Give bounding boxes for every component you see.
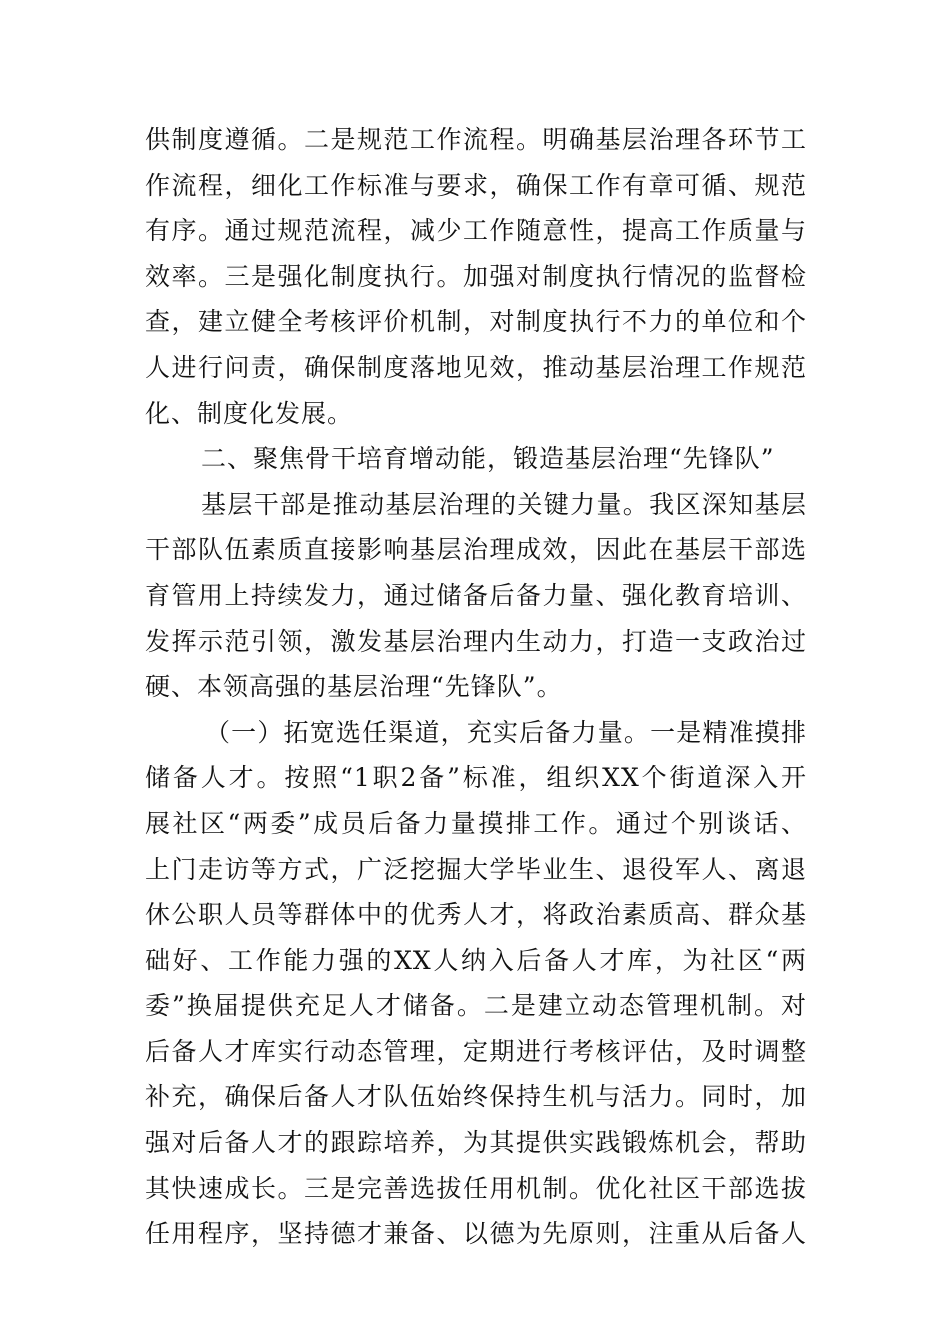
text-line: 其快速成长。三是完善选拔任用机制。优化社区干部选拔	[145, 1173, 807, 1203]
text-line: 础好、工作能力强的XX人纳入后备人才库，为社区“两	[145, 945, 807, 975]
text-line: 作流程，细化工作标准与要求，确保工作有章可循、规范	[145, 170, 807, 200]
text-line: 强对后备人才的跟踪培养，为其提供实践锻炼机会，帮助	[145, 1128, 807, 1158]
text-line: 硬、本领高强的基层治理“先锋队”。	[145, 672, 563, 702]
text-line: 效率。三是强化制度执行。加强对制度执行情况的监督检	[145, 261, 807, 291]
text-line: 有序。通过规范流程，减少工作随意性，提高工作质量与	[145, 216, 807, 246]
text-line: 委”换届提供充足人才储备。二是建立动态管理机制。对	[145, 991, 807, 1021]
subsection-line: （一）拓宽选任渠道，充实后备力量。一是精准摸排	[205, 717, 807, 747]
text-line: 任用程序，坚持德才兼备、以德为先原则，注重从后备人	[145, 1219, 807, 1249]
text-line: 展社区“两委”成员后备力量摸排工作。通过个别谈话、	[145, 808, 807, 838]
text-line: 基层干部是推动基层治理的关键力量。我区深知基层	[201, 489, 807, 519]
text-line: 补充，确保后备人才队伍始终保持生机与活力。同时，加	[145, 1082, 807, 1112]
text-line: 查，建立健全考核评价机制，对制度执行不力的单位和个	[145, 307, 807, 337]
text-line: 发挥示范引领，激发基层治理内生动力，打造一支政治过	[145, 626, 807, 656]
text-line: 人进行问责，确保制度落地见效，推动基层治理工作规范	[145, 352, 807, 382]
text-line: 休公职人员等群体中的优秀人才，将政治素质高、群众基	[145, 900, 807, 930]
text-line: 化、制度化发展。	[145, 398, 354, 428]
text-line: 供制度遵循。二是规范工作流程。明确基层治理各环节工	[145, 125, 807, 154]
text-line: 干部队伍素质直接影响基层治理成效，因此在基层干部选	[145, 535, 807, 565]
text-line: 上门走访等方式，广泛挖掘大学毕业生、退役军人、离退	[145, 854, 807, 884]
text-line: 储备人才。按照“1职2备”标准，组织XX个街道深入开	[145, 763, 807, 793]
document-body	[145, 117, 807, 1257]
text-line: 育管用上持续发力，通过储备后备力量、强化教育培训、	[145, 580, 807, 610]
section-heading: 二、聚焦骨干培育增动能，锻造基层治理“先锋队”	[201, 444, 775, 474]
text-line: 后备人才库实行动态管理，定期进行考核评估，及时调整	[145, 1036, 807, 1066]
